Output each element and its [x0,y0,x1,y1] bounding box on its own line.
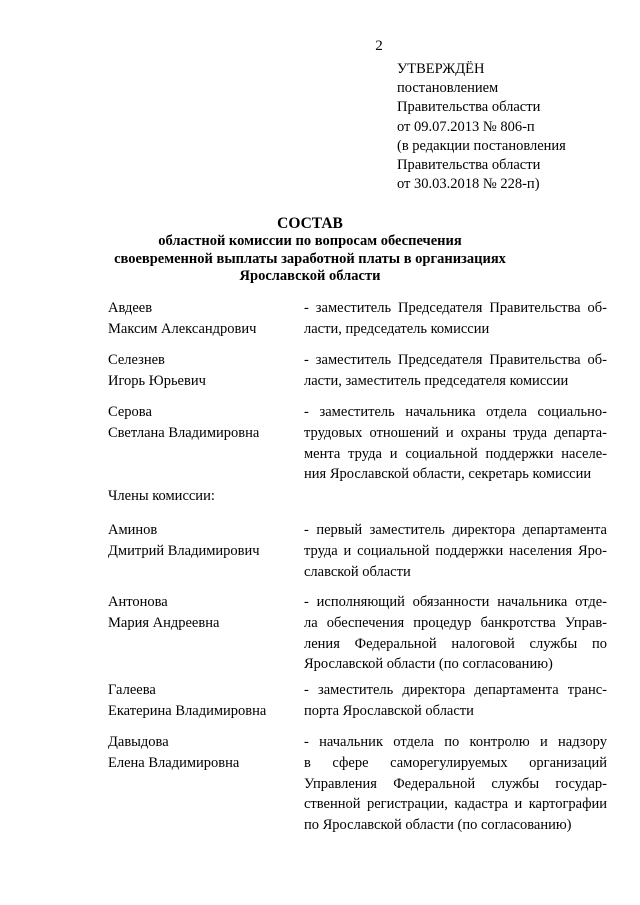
role-line: - начальник отдела по контролю и надзору [304,734,607,750]
member-surname: Галеева [108,682,156,698]
role-line: славской области [304,563,411,580]
title-line: своевременной выплаты заработной платы в организациях [114,250,506,267]
member-name [108,350,298,392]
role-line: порта Ярославской области [304,702,474,719]
title-main: СОСТАВ [277,215,343,232]
member-role [304,298,607,340]
role-line: в сфере саморегулируемых организаций [304,754,607,771]
role-line: ла обеспечения процедур банкротства Управ- [304,614,607,631]
member-role [304,520,607,582]
title-line: областной комиссии по вопросам обеспечения [158,233,462,249]
approval-line: (в редакции постановления [397,137,566,154]
member-given-name: Максим Александрович [108,320,257,337]
member-surname: Давыдова [108,734,169,750]
member-name [108,680,298,722]
member-given-name: Игорь Юрьевич [108,372,206,389]
member-given-name: Дмитрий Владимирович [108,542,260,559]
members-header: Члены комиссии: [108,488,215,504]
member-role [304,680,607,722]
approval-line: УТВЕРЖДЁН [397,61,485,77]
role-line: труда и социальной поддержки населения Яро- [304,542,607,559]
approval-stamp [397,60,566,194]
member-role [304,592,607,675]
member-given-name: Мария Андреевна [108,614,220,631]
member-surname: Аминов [108,522,158,538]
member-role [304,350,607,392]
role-line: - первый заместитель директора департамента [304,522,607,538]
member-role [304,402,607,485]
role-line: - исполняющий обязанности начальника отде- [304,594,607,610]
role-line: ления Федеральной налоговой службы по [304,635,607,652]
approval-line: Правительства области [397,157,541,174]
member-surname: Серова [108,404,152,420]
member-given-name: Светлана Владимировна [108,424,260,441]
role-line: ния Ярославской области, секретарь комиссии [304,466,592,483]
member-name [108,298,298,340]
approval-line: от 09.07.2013 № 806-п [397,118,535,135]
role-line: трудовых отношений и охраны труда департа- [304,424,607,441]
member-given-name: Екатерина Владимировна [108,702,267,719]
approval-line: Правительства области [397,99,541,116]
member-name [108,520,298,562]
role-line: ласти, заместитель председателя комиссии [304,372,569,389]
member-surname: Авдеев [108,300,153,316]
document-title [95,214,525,286]
role-line: - заместитель Председателя Правительства об- [304,300,607,316]
role-line: мента труда и социальной поддержки населе- [304,445,607,462]
role-line: - заместитель начальника отдела социально- [304,404,607,420]
role-line: ласти, председатель комиссии [304,320,490,337]
page-number: 2 [375,38,383,54]
member-name [108,592,298,634]
role-line: Ярославской области (по согласованию) [304,656,553,673]
member-role [304,732,607,836]
member-given-name: Елена Владимировна [108,754,240,771]
role-line: Управления Федеральной службы государ- [304,775,607,792]
role-line: по Ярославской области (по согласованию) [304,817,572,834]
member-name [108,402,298,444]
approval-line: постановлением [397,80,499,97]
member-name [108,732,298,774]
member-surname: Антонова [108,594,168,610]
role-line: ственной регистрации, кадастра и картографии [304,796,607,813]
role-line: - заместитель Председателя Правительства об- [304,352,607,368]
member-surname: Селезнев [108,352,165,368]
approval-line: от 30.03.2018 № 228-п) [397,176,540,193]
role-line: - заместитель директора департамента транс- [304,682,607,698]
title-line: Ярославской области [239,268,381,284]
